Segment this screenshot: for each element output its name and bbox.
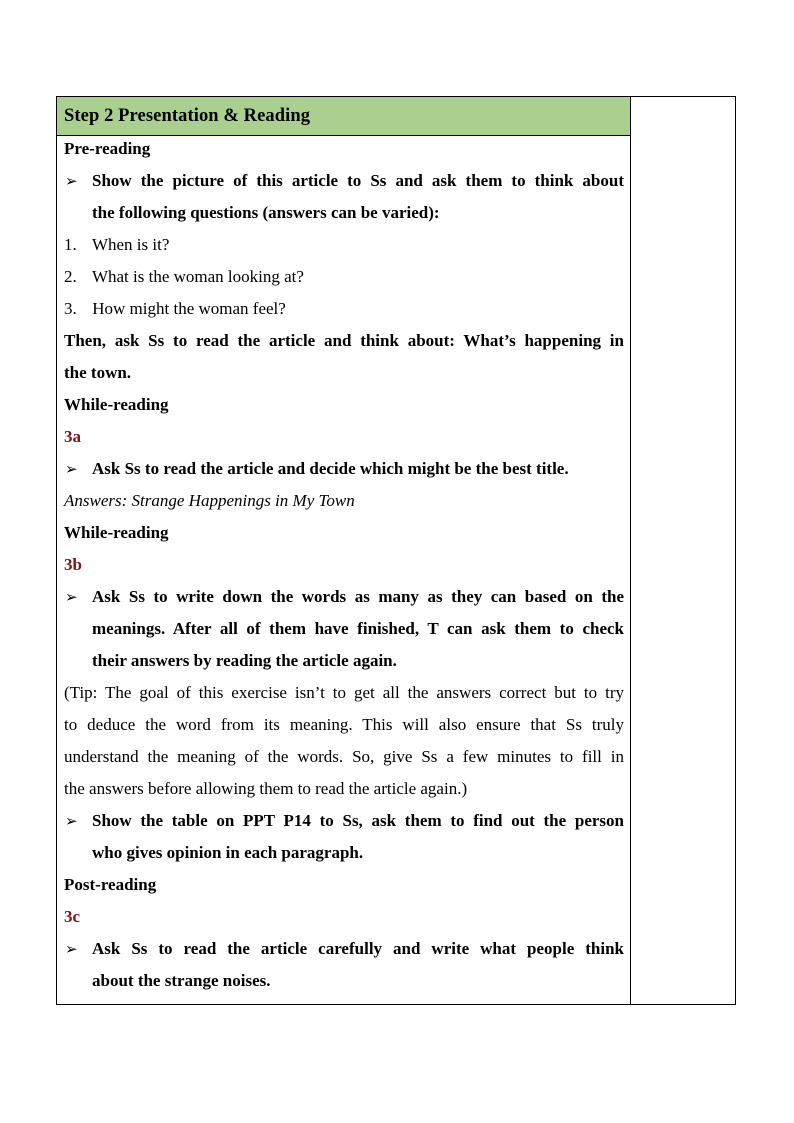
- then-instruction-line1: Then, ask Ss to read the article and think about: What’s happening in: [64, 331, 624, 350]
- question-number: 2.: [64, 267, 77, 286]
- pre-reading-heading: Pre-reading: [64, 139, 151, 158]
- tip-line3: understand the meaning of the words. So, give Ss a few minutes to fill in: [64, 747, 624, 766]
- question-item: [64, 232, 624, 264]
- step-label-3a: 3a: [64, 427, 81, 446]
- answer-text: Answers: Strange Happenings in My Town: [64, 491, 355, 510]
- pre-reading-bullet-line1: [64, 168, 624, 200]
- arrow-bullet-icon: ➢: [65, 812, 78, 830]
- pre-reading-bullet-line2: the following questions (answers can be varied):: [92, 203, 440, 222]
- question-item: [64, 296, 624, 328]
- tip-line2: to deduce the word from its meaning. This will also ensure that Ss truly: [64, 715, 624, 734]
- tip-line4: the answers before allowing them to read the article again.): [64, 779, 468, 798]
- step-label-3c: 3c: [64, 907, 81, 926]
- while-reading-3b-bullet2-line2: who gives opinion in each paragraph.: [92, 843, 364, 862]
- tip-line1: (Tip: The goal of this exercise isn’t to get all the answers correct but to try: [64, 683, 624, 702]
- arrow-bullet-icon: ➢: [65, 460, 78, 478]
- while-reading-3b-bullet2-line1: [64, 808, 624, 840]
- question-text: When is it?: [91, 235, 170, 254]
- post-reading-bullet-line1: [64, 936, 624, 968]
- while-reading-3b-bullet-line2: meanings. After all of them have finished, T can ask them to check: [92, 619, 624, 638]
- arrow-bullet-icon: ➢: [65, 940, 78, 958]
- while-reading-heading: While-reading: [64, 523, 169, 542]
- bullet-text: Show the table on PPT P14 to Ss, ask them to find out the person: [92, 811, 624, 830]
- question-number: 1.: [64, 235, 77, 254]
- bullet-text: Ask Ss to write down the words as many as they can based on the: [92, 587, 624, 606]
- then-instruction-line2: the town.: [64, 363, 132, 382]
- while-reading-3b-bullet-line1: [64, 584, 624, 616]
- question-number: 3.: [64, 299, 77, 318]
- while-reading-3a-bullet: [64, 456, 624, 488]
- while-reading-3b-bullet-line3: their answers by reading the article again.: [92, 651, 397, 670]
- arrow-bullet-icon: ➢: [65, 588, 78, 606]
- section-title: Step 2 Presentation & Reading: [64, 106, 311, 126]
- section-header: [57, 97, 630, 136]
- main-content-cell: [64, 136, 624, 1000]
- lesson-plan-table: [56, 96, 736, 1005]
- while-reading-heading: While-reading: [64, 395, 169, 414]
- step-label-3b: 3b: [64, 555, 82, 574]
- bullet-text: Ask Ss to read the article carefully and write what people think: [92, 939, 624, 958]
- bullet-text: Ask Ss to read the article and decide which might be the best title.: [92, 459, 569, 478]
- post-reading-bullet-line2: about the strange noises.: [92, 971, 271, 990]
- question-item: [64, 264, 624, 296]
- bullet-text: Show the picture of this article to Ss and ask them to think about: [92, 171, 624, 190]
- column-divider: [630, 97, 631, 1004]
- post-reading-heading: Post-reading: [64, 875, 157, 894]
- question-text: What is the woman looking at?: [91, 267, 304, 286]
- arrow-bullet-icon: ➢: [65, 172, 78, 190]
- question-text: How might the woman feel?: [92, 299, 286, 318]
